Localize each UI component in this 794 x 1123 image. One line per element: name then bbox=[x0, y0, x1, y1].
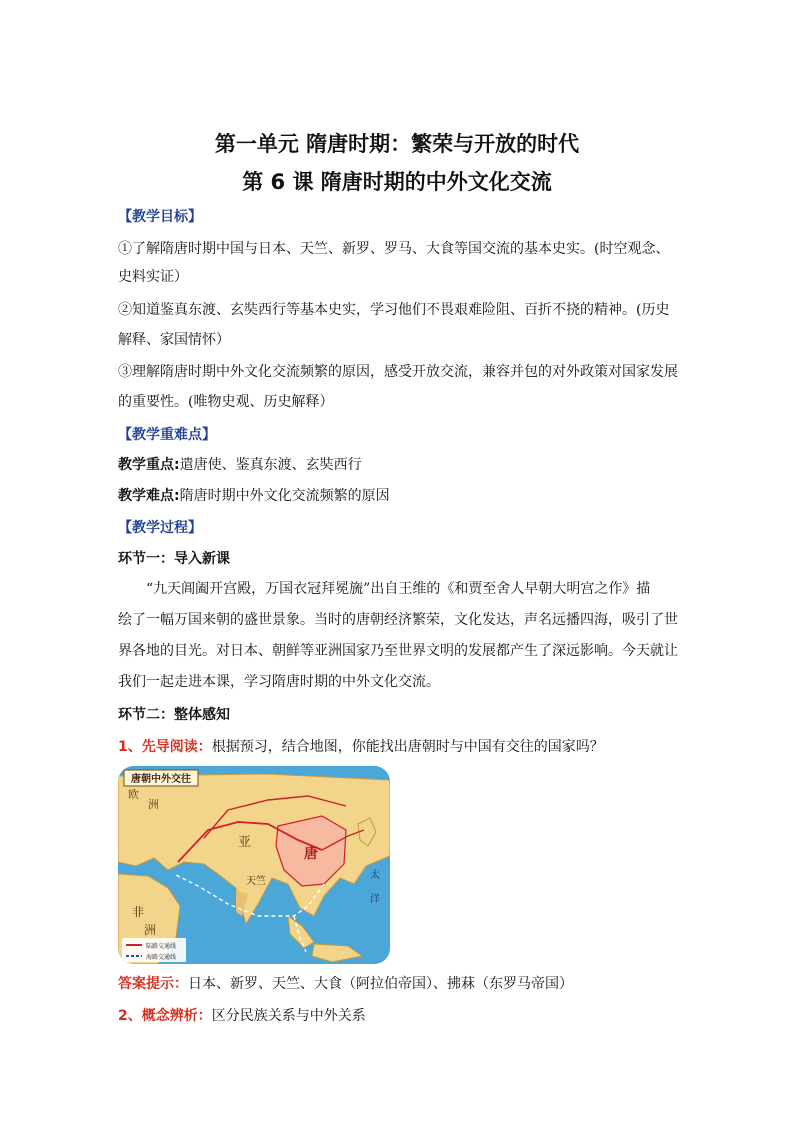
legend-land-route: 陆路交通线 bbox=[146, 943, 177, 950]
map-label-europe: 欧 bbox=[128, 788, 139, 801]
question-1 bbox=[118, 736, 686, 758]
question-2-text: 区分民族关系与中外关系 bbox=[211, 1008, 366, 1024]
map-label-ocean: 太 bbox=[370, 870, 380, 881]
difficulty-line bbox=[118, 485, 686, 507]
map-title: 唐朝中外交往 bbox=[131, 774, 191, 785]
map-label-sea: 洋 bbox=[370, 894, 380, 905]
goal-line-5: ③理解隋唐时期中外文化交流频繁的原因，感受开放交流，兼容并包的对外政策对国家发展 bbox=[118, 364, 678, 380]
focus-label: 教学重点: bbox=[118, 457, 180, 473]
focus-line bbox=[118, 454, 686, 476]
goal-line-1: ①了解隋唐时期中国与日本、天竺、新罗、罗马、大食等国交流的基本史实。(时空观念、 bbox=[118, 241, 670, 257]
map-label-zhou2: 洲 bbox=[144, 923, 157, 937]
question-2-label: 2、概念辨析： bbox=[118, 1008, 212, 1024]
intro-para-line-2: 绘了一幅万国来朝的盛世景象。当时的唐朝经济繁荣，文化发达，声名远播四海，吸引了世 bbox=[118, 612, 678, 628]
difficulty-text: 隋唐时期中外文化交流频繁的原因 bbox=[179, 488, 390, 504]
lesson-title: 第 6 课 隋唐时期的中外文化交流 bbox=[242, 170, 552, 194]
goal-line-2: 史料实证） bbox=[118, 269, 188, 285]
keypoints-header: 【教学重难点】 bbox=[118, 427, 216, 443]
unit-title: 第一单元 隋唐时期：繁荣与开放的时代 bbox=[214, 132, 580, 156]
answer-hint bbox=[118, 973, 686, 995]
intro-para-line-1: “九天阊阖开宫殿，万国衣冠拜冕旒”出自王维的《和贾至舍人早朝大明宫之作》描 bbox=[146, 581, 651, 597]
goals-header: 【教学目标】 bbox=[118, 209, 202, 225]
focus-text: 遣唐使、鉴真东渡、玄奘西行 bbox=[179, 457, 362, 473]
step2-heading: 环节二：整体感知 bbox=[118, 707, 230, 723]
question-1-label: 1、先导阅读： bbox=[118, 739, 212, 755]
difficulty-label: 教学难点: bbox=[118, 488, 180, 504]
map-label-africa: 非 bbox=[132, 905, 145, 919]
question-1-text: 根据预习，结合地图，你能找出唐朝时与中国有交往的国家吗？ bbox=[211, 739, 604, 755]
map-label-tianzhu: 天竺 bbox=[246, 876, 266, 887]
map-graphic bbox=[118, 766, 390, 964]
intro-para-line-3: 界各地的目光。对日本、朝鲜等亚洲国家乃至世界文明的发展都产生了深远影响。今天就让 bbox=[118, 643, 678, 659]
step1-heading: 环节一：导入新课 bbox=[118, 551, 230, 567]
process-header: 【教学过程】 bbox=[118, 520, 202, 536]
map-label-zhou: 洲 bbox=[148, 798, 159, 811]
goal-line-3: ②知道鉴真东渡、玄奘西行等基本史实，学习他们不畏艰难险阻、百折不挠的精神。(历史 bbox=[118, 302, 670, 318]
legend-sea-route: 海路交通线 bbox=[146, 954, 177, 961]
question-2 bbox=[118, 1005, 686, 1027]
answer-hint-text: 日本、新罗、天竺、大食（阿拉伯帝国）、拂菻（东罗马帝国） bbox=[188, 976, 573, 992]
answer-hint-label: 答案提示： bbox=[118, 976, 188, 992]
tang-foreign-relations-map bbox=[118, 766, 390, 964]
map-label-asia: 亚 bbox=[238, 835, 252, 850]
intro-para-line-4: 我们一起走进本课，学习隋唐时期的中外文化交流。 bbox=[118, 674, 440, 690]
map-label-tang: 唐 bbox=[304, 846, 318, 862]
goal-line-4: 解释、家国情怀） bbox=[118, 332, 230, 348]
goal-line-6: 的重要性。(唯物史观、历史解释） bbox=[118, 394, 334, 410]
